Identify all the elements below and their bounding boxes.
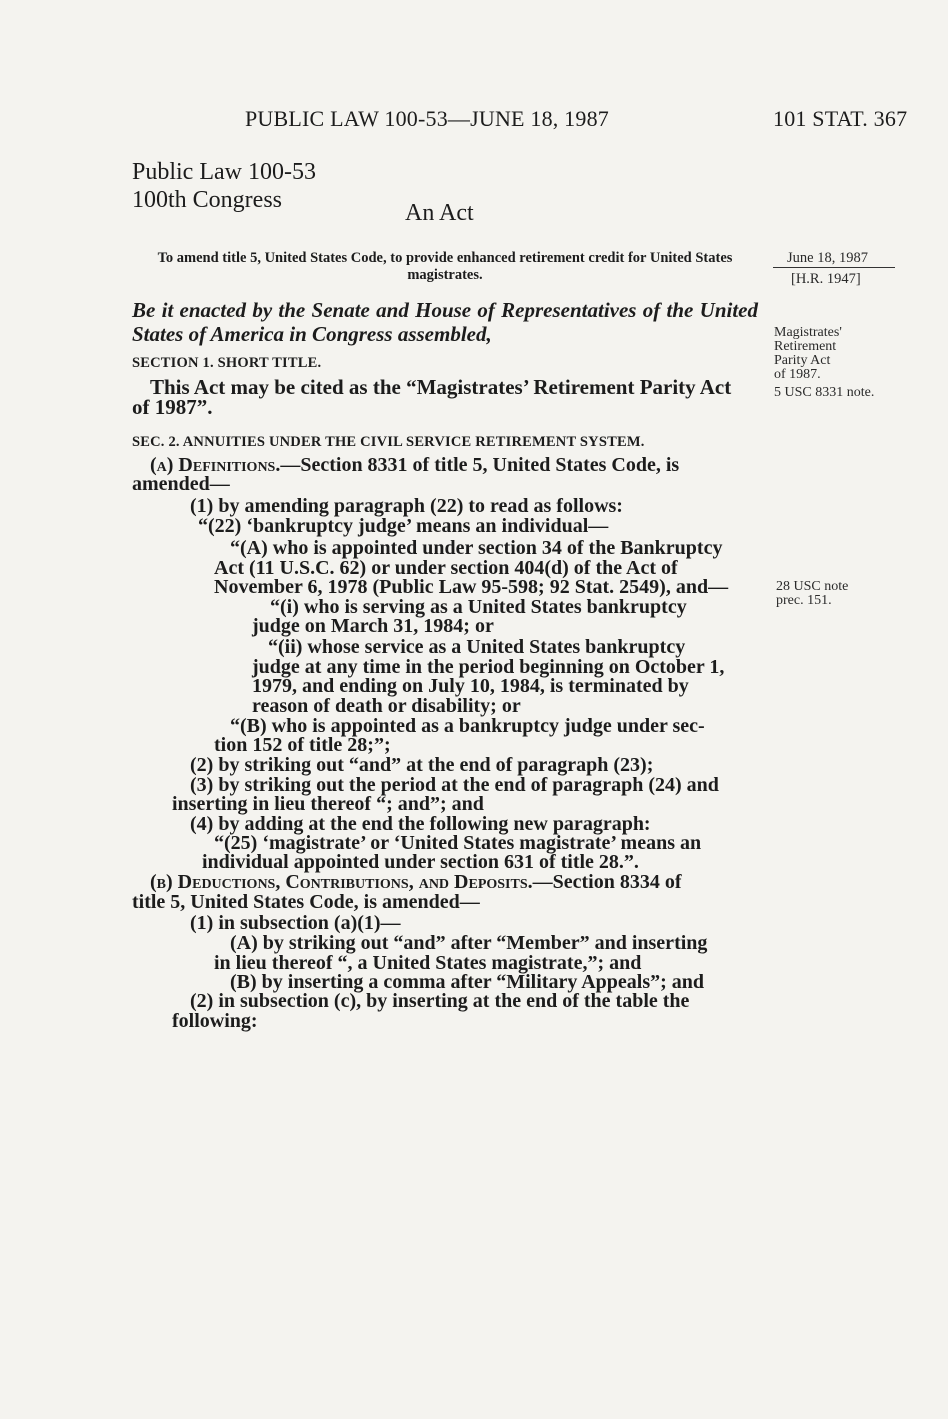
text-line: (A) by striking out “and” after “Member” and inserting bbox=[230, 932, 708, 954]
text-line: “(ii) whose service as a United States bankruptcy bbox=[268, 636, 686, 658]
text-line: (B) by inserting a comma after “Military Appeals”; and bbox=[230, 971, 705, 993]
section-1-heading: SECTION 1. SHORT TITLE. bbox=[132, 355, 322, 371]
text-line: (2) in subsection (c), by inserting at the end of the table the bbox=[190, 990, 690, 1012]
running-head-title: PUBLIC LAW 100-53—JUNE 18, 1987 bbox=[245, 106, 609, 131]
subsection-b-first-line bbox=[150, 873, 682, 892]
subsection-a-label: (a) Definitions. bbox=[150, 454, 281, 476]
text-line: “(25) ‘magistrate’ or ‘United States magistrate’ means an bbox=[214, 832, 702, 854]
margin-date: June 18, 1987 bbox=[787, 250, 868, 266]
text-line: in lieu thereof “, a United States magistrate,”; and bbox=[214, 952, 642, 974]
margin-usc-note-2 bbox=[776, 580, 848, 608]
text-line: title 5, United States Code, is amended— bbox=[132, 891, 480, 913]
text-line: reason of death or disability; or bbox=[252, 695, 521, 717]
text-line: 1979, and ending on July 10, 1984, is terminated by bbox=[252, 675, 689, 697]
margin-note-line: Parity Act bbox=[774, 353, 831, 368]
text-line: individual appointed under section 631 of title 28.”. bbox=[202, 851, 639, 873]
text-line: “(i) who is serving as a United States bankruptcy bbox=[270, 596, 687, 618]
subsection-b-text: —Section 8334 of bbox=[532, 871, 682, 893]
law-identification bbox=[132, 158, 316, 214]
section-1-text-line: This Act may be cited as the “Magistrates’ Retirement Parity Act bbox=[150, 375, 732, 399]
text-line: judge on March 31, 1984; or bbox=[252, 615, 494, 637]
text-line: (1) in subsection (a)(1)— bbox=[190, 912, 401, 934]
congress-number: 100th Congress bbox=[132, 187, 282, 213]
margin-note-line: Retirement bbox=[774, 339, 837, 354]
margin-note-line: 28 USC note bbox=[776, 579, 849, 594]
subsection-a-text: —Section 8331 of title 5, United States Code, is bbox=[280, 454, 680, 476]
margin-note-line: prec. 151. bbox=[776, 593, 832, 608]
text-line: amended— bbox=[132, 473, 230, 495]
section-1-text-line: of 1987”. bbox=[132, 395, 213, 419]
text-line: “(A) who is appointed under section 34 of the Bankruptcy bbox=[230, 537, 723, 559]
text-line: (1) by amending paragraph (22) to read as follows: bbox=[190, 495, 623, 517]
public-law-number: Public Law 100-53 bbox=[132, 159, 316, 185]
text-line: “(22) ‘bankruptcy judge’ means an individual— bbox=[198, 515, 609, 537]
enacting-clause: Be it enacted by the Senate and House of Representatives of the United States of America in Congress assembled, bbox=[132, 298, 758, 346]
text-line: inserting in lieu thereof “; and”; and bbox=[172, 793, 484, 815]
text-line: (4) by adding at the end the following new paragraph: bbox=[190, 813, 651, 835]
margin-note-line: Magistrates' bbox=[774, 325, 842, 340]
act-heading: An Act bbox=[405, 200, 474, 226]
subsection-b-label: (b) Deductions, Contributions, and Deposits. bbox=[150, 871, 533, 893]
text-line: tion 152 of title 28;”; bbox=[214, 734, 391, 756]
text-line: judge at any time in the period beginning on October 1, bbox=[252, 656, 725, 678]
page-citation: 101 STAT. 367 bbox=[773, 106, 908, 131]
purpose-clause: To amend title 5, United States Code, to provide enhanced retirement credit for United States magistrates. bbox=[157, 250, 733, 283]
margin-note-line: of 1987. bbox=[774, 367, 821, 382]
text-line: November 6, 1978 (Public Law 95-598; 92 Stat. 2549), and— bbox=[214, 576, 729, 598]
margin-short-title-note bbox=[774, 326, 842, 382]
margin-bill-number: [H.R. 1947] bbox=[791, 271, 861, 287]
text-line: (3) by striking out the period at the end of paragraph (24) and bbox=[190, 774, 719, 796]
text-line: (2) by striking out “and” at the end of paragraph (23); bbox=[190, 754, 654, 776]
text-line: following: bbox=[172, 1010, 258, 1032]
margin-usc-note: 5 USC 8331 note. bbox=[774, 385, 875, 400]
text-line: Act (11 U.S.C. 62) or under section 404(d) of the Act of bbox=[214, 557, 678, 579]
text-line: “(B) who is appointed as a bankruptcy judge under sec- bbox=[230, 715, 705, 737]
margin-rule bbox=[773, 267, 895, 268]
section-2-heading: SEC. 2. ANNUITIES UNDER THE CIVIL SERVICE RETIREMENT SYSTEM. bbox=[132, 434, 645, 450]
